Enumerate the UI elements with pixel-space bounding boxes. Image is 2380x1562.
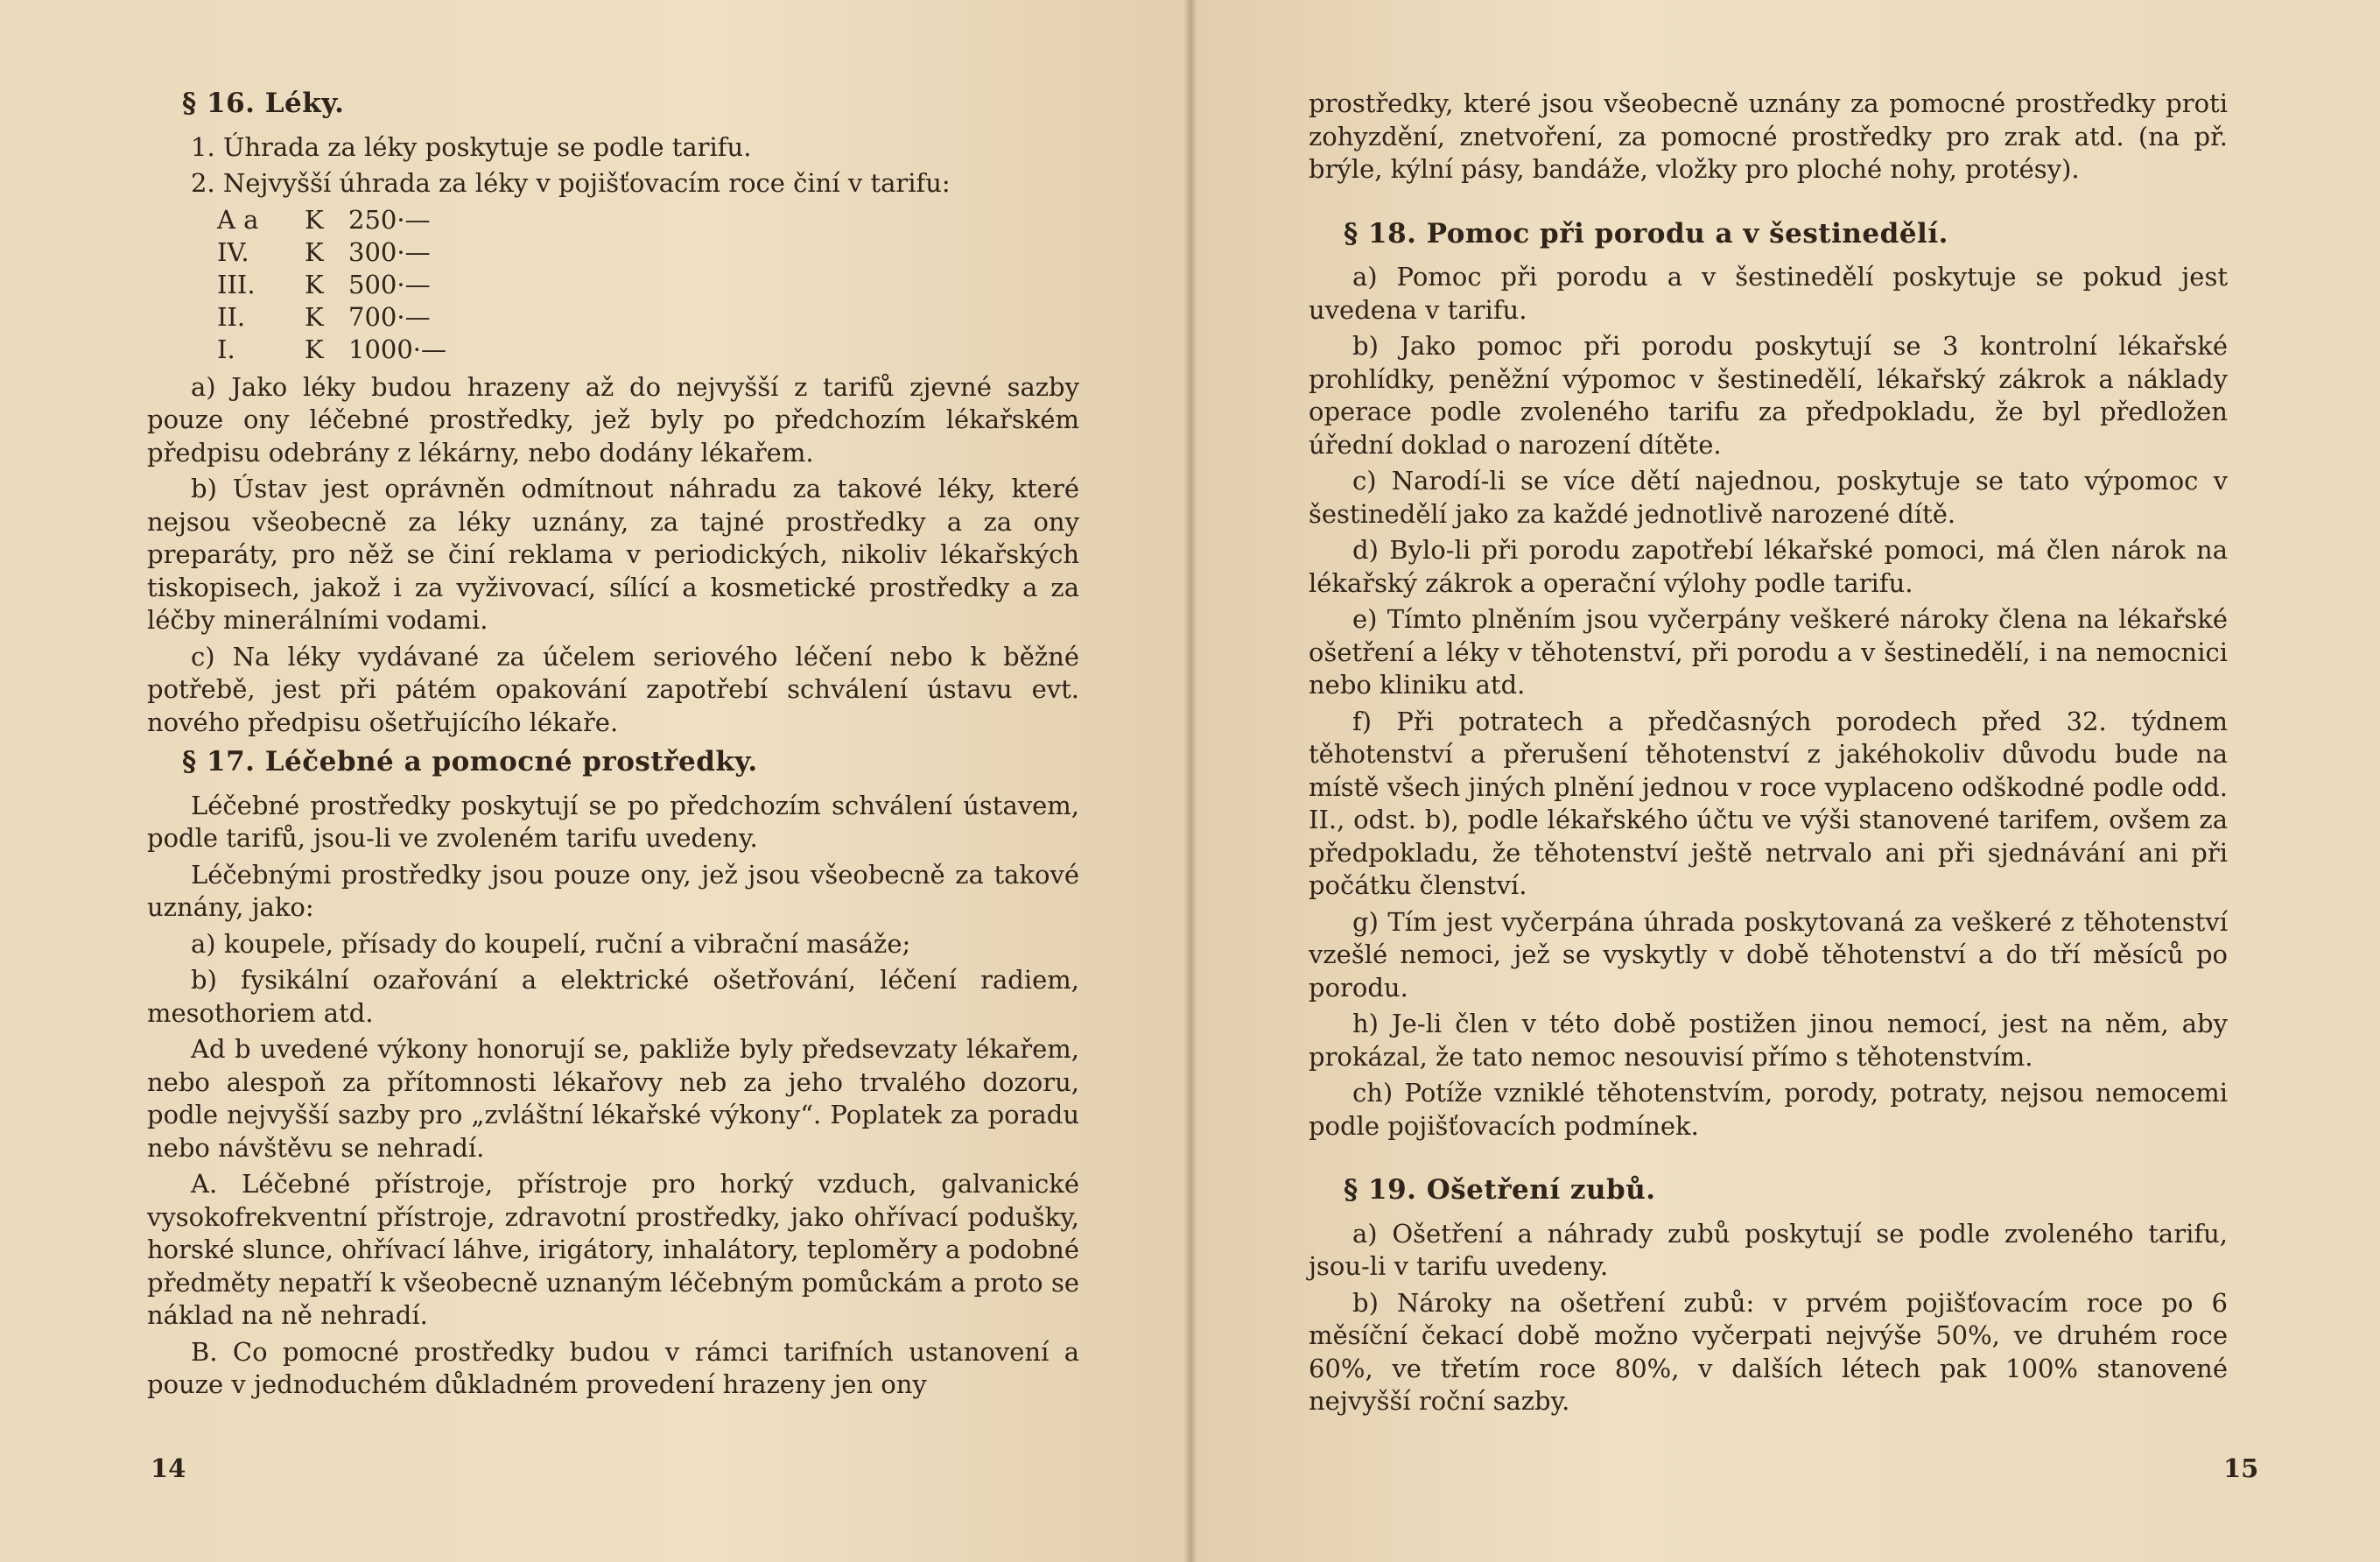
paragraph: g) Tím jest vyčerpána úhrada poskytovaná za veškeré z těhotenství vzešlé nemoci, jež se vyskytly v době těhotenství a do tří měsíců po porodu. bbox=[1309, 906, 2228, 1003]
tariff-amount: 300·— bbox=[348, 236, 431, 267]
paragraph: b) Nároky na ošetření zubů: v prvém pojišťovacím roce po 6 měsíční čekací době možno vyčerpati nejvýše 50%, ve druhém roce 60%, ve třetím roce 80%, v dalších létech pak 100% stanovené nejvyšší roční sazby. bbox=[1309, 1287, 2228, 1416]
paragraph: Léčebnými prostředky jsou pouze ony, jež jsou všeobecně za takové uznány, jako: bbox=[147, 859, 1079, 922]
paragraph: f) Při potratech a předčasných porodech před 32. týdnem těhotenství a přerušení těhotenství z jakéhokoliv důvodu bude na místě všech jiných plnění jednou v roce vyplaceno odškodné podle odd. II., odst. b), podle lékařského účtu ve výši stanovené tarifem, ovšem za předpokladu, že těhotenství ještě netrvalo ani při sjednávání ani při počátku členství. bbox=[1309, 706, 2228, 900]
tariff-class: IV. bbox=[217, 236, 249, 267]
paragraph: 2. Nejvyšší úhrada za léky v pojišťovacím roce činí v tarifu: bbox=[191, 168, 951, 198]
tariff-amount: 700·— bbox=[348, 301, 431, 332]
tariff-amount: 1000·— bbox=[348, 334, 447, 364]
paragraph: b) fysikální ozařování a elektrické ošetřování, léčení radiem, mesothoriem atd. bbox=[147, 965, 1079, 1028]
tariff-currency: K bbox=[305, 301, 324, 332]
tariff-amount: 500·— bbox=[348, 269, 431, 299]
section-19-heading: § 19. Ošetření zubů. bbox=[1344, 1174, 1656, 1206]
paragraph: B. Co pomocné prostředky budou v rámci tarifních ustanovení a pouze v jednoduchém důkladném provedení hrazeny jen ony bbox=[147, 1336, 1079, 1399]
paragraph: 1. Úhrada za léky poskytuje se podle tarifu. bbox=[191, 131, 752, 162]
right-text-column bbox=[1309, 88, 2228, 1422]
tariff-class: II. bbox=[217, 301, 246, 332]
paragraph: d) Bylo-li při porodu zapotřebí lékařské pomoci, má člen nárok na lékařský zákrok a operační výlohy podle tarifu. bbox=[1309, 535, 2228, 598]
right-page bbox=[1190, 0, 2380, 1562]
paragraph: Léčebné prostředky poskytují se po předchozím schválení ústavem, podle tarifů, jsou-li ve zvoleném tarifu uvedeny. bbox=[147, 790, 1079, 853]
tariff-currency: K bbox=[305, 204, 324, 235]
tariff-currency: K bbox=[305, 236, 324, 267]
paragraph: a) Jako léky budou hrazeny až do nejvyšší z tarifů zjevné sazby pouze ony léčebné prostředky, jež byly po předchozím lékařském předpisu odebrány z lékárny, nebo dodány lékařem. bbox=[147, 371, 1079, 468]
paragraph: Ad b uvedené výkony honorují se, pakliže byly předsevzaty lékařem, nebo alespoň za přítomnosti lékařovy neb za jeho trvalého dozoru, podle nejvyšší sazby pro „zvláštní lékařské výkony“. Poplatek za poradu nebo návštěvu se nehradí. bbox=[147, 1034, 1079, 1163]
section-16-heading: § 16. Léky. bbox=[182, 88, 345, 119]
tariff-amount: 250·— bbox=[348, 204, 431, 235]
paragraph: b) Jako pomoc při porodu poskytují se 3 kontrolní lékařské prohlídky, peněžní výpomoc v šestinedělí, lékařský zákrok a náklady operace podle zvoleného tarifu za předpokladu, že byl předložen úřední doklad o narození dítěte. bbox=[1309, 331, 2228, 460]
tariff-class: I. bbox=[217, 334, 235, 364]
page-number: 15 bbox=[2223, 1453, 2259, 1483]
section-18-heading: § 18. Pomoc při porodu a v šestinedělí. bbox=[1344, 217, 1948, 250]
paragraph: a) Ošetření a náhrady zubů poskytují se podle zvoleného tarifu, jsou-li v tarifu uvedeny. bbox=[1309, 1218, 2228, 1281]
section-17-heading: § 17. Léčebné a pomocné prostředky. bbox=[182, 746, 758, 777]
paragraph: a) Pomoc při porodu a v šestinedělí poskytuje se pokud jest uvedena v tarifu. bbox=[1309, 262, 2228, 325]
tariff-currency: K bbox=[305, 269, 324, 299]
tariff-class: A a bbox=[217, 204, 259, 235]
paragraph: c) Narodí-li se více dětí najednou, poskytuje se tato výpomoc v šestinedělí jako za každé jednotlivě narozené dítě. bbox=[1309, 466, 2228, 529]
paragraph: b) Ústav jest oprávněn odmítnout náhradu za takové léky, které nejsou všeobecně za léky uznány, za tajné prostředky a za ony preparáty, pro něž se činí reklama v periodických, nikoliv lékařských tiskopisech, jakož i za vyživovací, sílící a kosmetické prostředky a za léčby minerálními vodami. bbox=[147, 474, 1079, 635]
paragraph: A. Léčebné přístroje, přístroje pro horký vzduch, galvanické vysokofrekventní přístroje, zdravotní prostředky, jako ohřívací podušky, horské slunce, ohřívací láhve, irigátory, inhalátory, teploměry a podobné předměty nepatří k všeobecně uznaným léčebným pomůckám a proto se náklad na ně nehradí. bbox=[147, 1169, 1079, 1330]
paragraph: c) Na léky vydávané za účelem seriového léčení nebo k běžné potřebě, jest při pátém opakování zapotřebí schválení ústavu evt. nového předpisu ošetřujícího lékaře. bbox=[147, 641, 1079, 737]
tariff-table bbox=[217, 204, 1079, 366]
left-text-column bbox=[147, 88, 1079, 1405]
paragraph: h) Je-li člen v této době postižen jinou nemocí, jest na něm, aby prokázal, že tato nemoc nesouvisí přímo s těhotenstvím. bbox=[1309, 1009, 2228, 1072]
paragraph: prostředky, které jsou všeobecně uznány za pomocné prostředky proti zohyzdění, znetvoření, za pomocné prostředky pro zrak atd. (na př. brýle, kýlní pásy, bandáže, vložky pro ploché nohy, protésy). bbox=[1309, 88, 2228, 184]
page-number: 14 bbox=[151, 1453, 186, 1483]
paragraph: ch) Potíže vzniklé těhotenstvím, porody, potraty, nejsou nemocemi podle pojišťovacích podmínek. bbox=[1309, 1078, 2228, 1141]
book-gutter bbox=[1183, 0, 1197, 1562]
tariff-class: III. bbox=[217, 269, 256, 299]
paragraph: e) Tímto plněním jsou vyčerpány veškeré nároky člena na lékařské ošetření a léky v těhotenství, při porodu a v šestinedělí, i na nemocnici nebo kliniku atd. bbox=[1309, 604, 2228, 700]
tariff-currency: K bbox=[305, 334, 324, 364]
paragraph: a) koupele, přísady do koupelí, ruční a vibrační masáže; bbox=[191, 928, 911, 959]
